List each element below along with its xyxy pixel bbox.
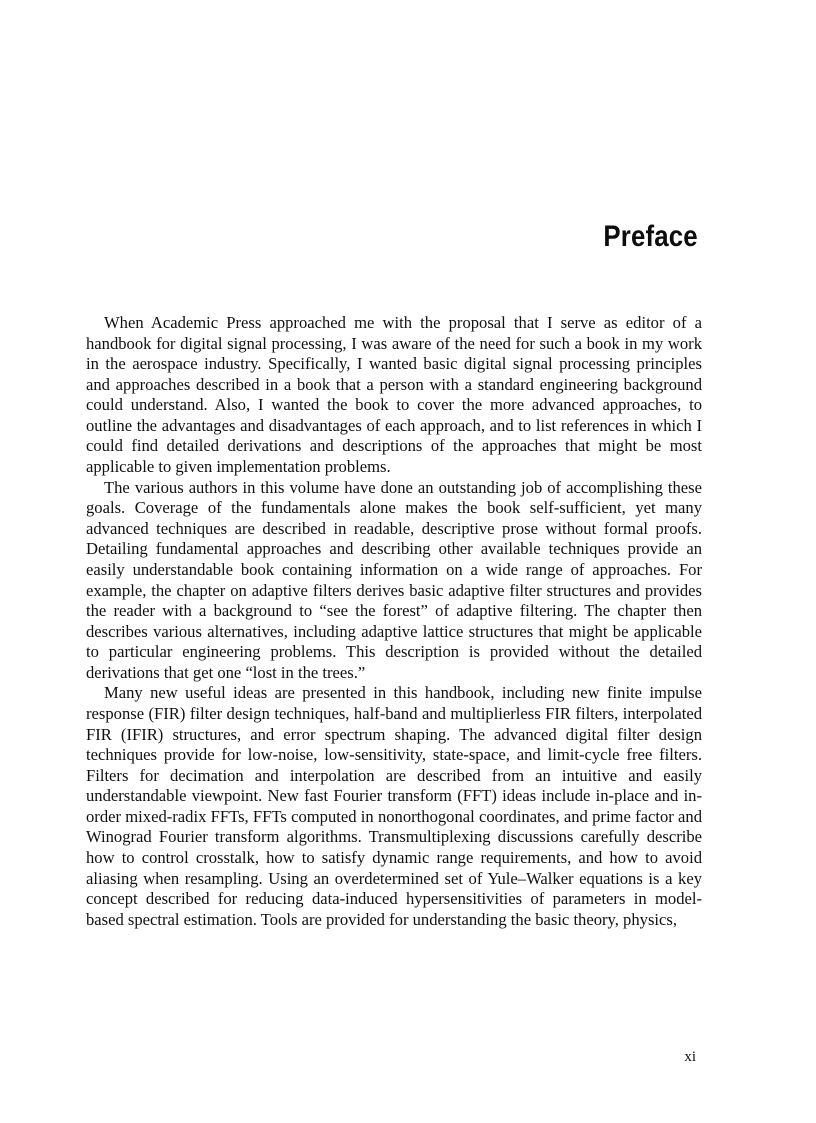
- page-title: Preface: [603, 220, 698, 253]
- paragraph: The various authors in this volume have done an outstanding job of accomplishing these goals. Coverage of the fundamentals alone makes the book self-sufficient, yet many advanced techniques are described in readable, descriptive prose without formal proofs. Detailing fundamental approaches and describing other available techniques provide an easily understandable book containing information on a wide range of approaches. For example, the chapter on adaptive filters derives basic adaptive filter structures and provides the reader with a background to “see the forest” of adaptive filtering. The chapter then describes various alternatives, including adaptive lattice structures that might be applicable to particular engineering problems. This description is provided without the detailed derivations that get one “lost in the trees.”: [86, 477, 702, 682]
- paragraph: Many new useful ideas are presented in this handbook, including new finite impulse response (FIR) filter design techniques, half-band and multiplierless FIR filters, interpolated FIR (IFIR) structures, and error spectrum shaping. The advanced digital filter design techniques provide for low-noise, low-sensitivity, state-space, and limit-cycle free filters. Filters for decimation and interpolation are described from an intuitive and easily understandable viewpoint. New fast Fourier transform (FFT) ideas include in-place and in-order mixed-radix FFTs, FFTs computed in nonorthogonal coordinates, and prime factor and Winograd Fourier transform algorithms. Transmultiplexing discussions carefully describe how to control crosstalk, how to satisfy dynamic range requirements, and how to avoid aliasing when resampling. Using an overdetermined set of Yule–Walker equations is a key concept described for reducing data-induced hypersensitivities of parameters in model-based spectral estimation. Tools are provided for understanding the basic theory, physics,: [86, 683, 702, 929]
- paragraph: When Academic Press approached me with the proposal that I serve as editor of a handbook for digital signal processing, I was aware of the need for such a book in my work in the aerospace industry. Specifically, I wanted basic digital signal processing principles and approaches described in a book that a person with a standard engineering background could understand. Also, I wanted the book to cover the more advanced approaches, to outline the advantages and disadvantages of each approach, and to list references in which I could find detailed derivations and descriptions of the approaches that might be most applicable to given implementation problems.: [86, 313, 702, 477]
- preface-body: [86, 313, 702, 930]
- page-number: xi: [684, 1049, 696, 1065]
